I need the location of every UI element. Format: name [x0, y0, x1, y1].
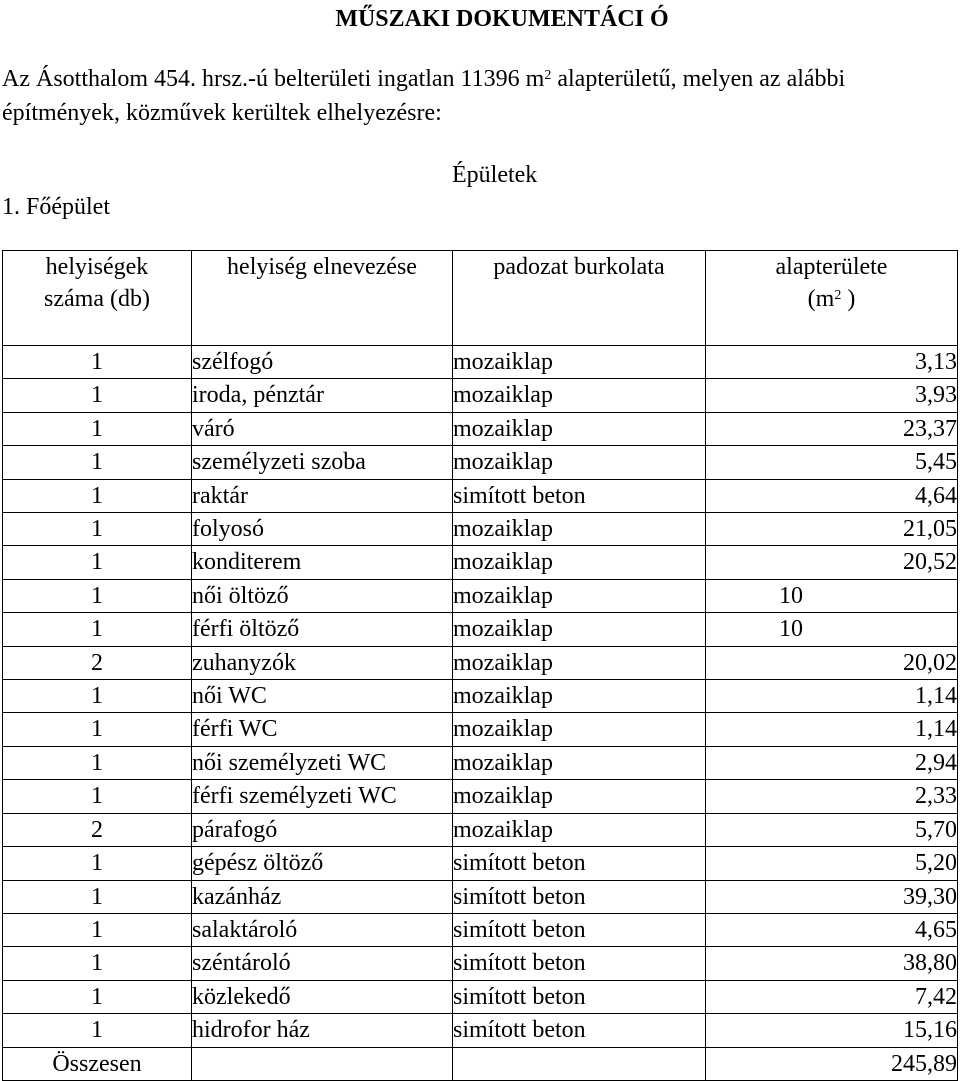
table-row	[3, 847, 958, 880]
table-row	[3, 412, 958, 445]
room-name-cell: személyzeti szoba	[192, 446, 453, 479]
room-area-cell: 3,93	[706, 379, 958, 412]
room-count-cell: 1	[3, 346, 192, 379]
floor-covering-cell: mozaiklap	[453, 813, 706, 846]
floor-covering-cell: mozaiklap	[453, 680, 706, 713]
total-empty-cell	[192, 1047, 453, 1080]
header-area	[706, 251, 958, 346]
table-row	[3, 479, 958, 512]
room-name-cell: női WC	[192, 680, 453, 713]
table-row	[3, 513, 958, 546]
floor-covering-cell: mozaiklap	[453, 646, 706, 679]
room-area-cell: 1,14	[706, 713, 958, 746]
room-area-cell: 38,80	[706, 947, 958, 980]
room-name-cell: váró	[192, 412, 453, 445]
room-count-cell: 1	[3, 579, 192, 612]
room-count-cell: 1	[3, 412, 192, 445]
room-area-cell: 5,20	[706, 847, 958, 880]
floor-covering-cell: simított beton	[453, 913, 706, 946]
floor-covering-cell: mozaiklap	[453, 713, 706, 746]
floor-covering-cell: mozaiklap	[453, 446, 706, 479]
floor-covering-cell: mozaiklap	[453, 780, 706, 813]
room-area-cell: 4,64	[706, 479, 958, 512]
room-name-cell: gépész öltöző	[192, 847, 453, 880]
total-empty-cell	[453, 1047, 706, 1080]
floor-covering-cell: mozaiklap	[453, 379, 706, 412]
room-name-cell: szélfogó	[192, 346, 453, 379]
table-row	[3, 713, 958, 746]
table-row	[3, 813, 958, 846]
room-count-cell: 1	[3, 680, 192, 713]
room-name-cell: zuhanyzók	[192, 646, 453, 679]
table-row	[3, 613, 958, 646]
room-name-cell: férfi WC	[192, 713, 453, 746]
floor-covering-cell: simított beton	[453, 847, 706, 880]
floor-covering-cell: mozaiklap	[453, 746, 706, 779]
room-name-cell: női öltöző	[192, 579, 453, 612]
room-count-cell: 1	[3, 546, 192, 579]
room-count-cell: 1	[3, 980, 192, 1013]
room-area-cell: 2,94	[706, 746, 958, 779]
header-area-unit-superscript: 2	[834, 288, 842, 304]
room-area-cell: 7,42	[706, 980, 958, 1013]
room-count-cell: 1	[3, 947, 192, 980]
room-name-cell: hidrofor ház	[192, 1014, 453, 1047]
total-row	[3, 1047, 958, 1080]
intro-text-end: alapterületű, melyen az alábbi építmények, közművek kerültek elhelyezésre:	[2, 66, 846, 126]
room-area-cell: 2,33	[706, 780, 958, 813]
document-title: MŰSZAKI DOKUMENTÁCI Ó	[335, 6, 669, 32]
room-count-cell: 1	[3, 713, 192, 746]
room-name-cell: salaktároló	[192, 913, 453, 946]
room-name-cell: folyosó	[192, 513, 453, 546]
room-area-cell: 10	[706, 613, 958, 646]
total-label: Összesen	[3, 1047, 192, 1080]
table-row	[3, 1014, 958, 1047]
table-row	[3, 446, 958, 479]
room-area-cell: 20,52	[706, 546, 958, 579]
floor-covering-cell: mozaiklap	[453, 579, 706, 612]
table-body	[3, 346, 958, 1048]
table-row	[3, 680, 958, 713]
room-name-cell: férfi személyzeti WC	[192, 780, 453, 813]
room-count-cell: 2	[3, 813, 192, 846]
room-count-cell: 1	[3, 780, 192, 813]
table-row	[3, 780, 958, 813]
table-row	[3, 913, 958, 946]
floor-covering-cell: mozaiklap	[453, 613, 706, 646]
rooms-table	[2, 250, 958, 1081]
room-area-cell: 23,37	[706, 412, 958, 445]
table-row	[3, 947, 958, 980]
room-name-cell: női személyzeti WC	[192, 746, 453, 779]
room-area-cell: 20,02	[706, 646, 958, 679]
room-count-cell: 2	[3, 646, 192, 679]
table-header-row	[3, 251, 958, 346]
room-name-cell: párafogó	[192, 813, 453, 846]
floor-covering-cell: simított beton	[453, 980, 706, 1013]
intro-paragraph	[2, 62, 960, 130]
floor-covering-cell: simított beton	[453, 947, 706, 980]
table-row	[3, 379, 958, 412]
room-count-cell: 1	[3, 746, 192, 779]
room-area-cell: 1,14	[706, 680, 958, 713]
header-name: helyiség elnevezése	[192, 251, 453, 346]
table-row	[3, 546, 958, 579]
room-count-cell: 1	[3, 880, 192, 913]
table-row	[3, 579, 958, 612]
header-floor: padozat burkolata	[453, 251, 706, 346]
room-count-cell: 1	[3, 913, 192, 946]
subsection-heading: 1. Főépület	[2, 194, 110, 220]
section-heading: Épületek	[452, 162, 538, 188]
floor-covering-cell: simított beton	[453, 479, 706, 512]
room-count-cell: 1	[3, 847, 192, 880]
room-count-cell: 1	[3, 613, 192, 646]
room-area-cell: 5,70	[706, 813, 958, 846]
floor-covering-cell: simított beton	[453, 880, 706, 913]
table-row	[3, 646, 958, 679]
floor-covering-cell: mozaiklap	[453, 412, 706, 445]
intro-text-start: Az Ásotthalom 454. hrsz.-ú belterületi ingatlan 11396 m	[2, 66, 545, 92]
room-area-cell: 5,45	[706, 446, 958, 479]
room-name-cell: férfi öltöző	[192, 613, 453, 646]
room-name-cell: közlekedő	[192, 980, 453, 1013]
room-area-cell: 21,05	[706, 513, 958, 546]
table-row	[3, 346, 958, 379]
room-name-cell: kazánház	[192, 880, 453, 913]
room-name-cell: iroda, pénztár	[192, 379, 453, 412]
room-count-cell: 1	[3, 379, 192, 412]
table-row	[3, 746, 958, 779]
room-area-cell: 39,30	[706, 880, 958, 913]
room-name-cell: széntároló	[192, 947, 453, 980]
header-count: helyiségek száma (db)	[3, 251, 192, 346]
floor-covering-cell: mozaiklap	[453, 513, 706, 546]
room-count-cell: 1	[3, 513, 192, 546]
header-area-unit-open: (m	[807, 286, 835, 313]
room-count-cell: 1	[3, 1014, 192, 1047]
room-count-cell: 1	[3, 446, 192, 479]
room-area-cell: 10	[706, 579, 958, 612]
room-name-cell: raktár	[192, 479, 453, 512]
floor-covering-cell: simított beton	[453, 1014, 706, 1047]
room-area-cell: 15,16	[706, 1014, 958, 1047]
table-row	[3, 980, 958, 1013]
total-area: 245,89	[706, 1047, 958, 1080]
room-count-cell: 1	[3, 479, 192, 512]
intro-unit-superscript: 2	[544, 68, 552, 83]
room-name-cell: konditerem	[192, 546, 453, 579]
table-row	[3, 880, 958, 913]
header-area-unit-close: )	[841, 286, 856, 313]
room-area-cell: 3,13	[706, 346, 958, 379]
floor-covering-cell: mozaiklap	[453, 546, 706, 579]
header-area-label: alapterülete	[775, 254, 888, 280]
floor-covering-cell: mozaiklap	[453, 346, 706, 379]
room-area-cell: 4,65	[706, 913, 958, 946]
